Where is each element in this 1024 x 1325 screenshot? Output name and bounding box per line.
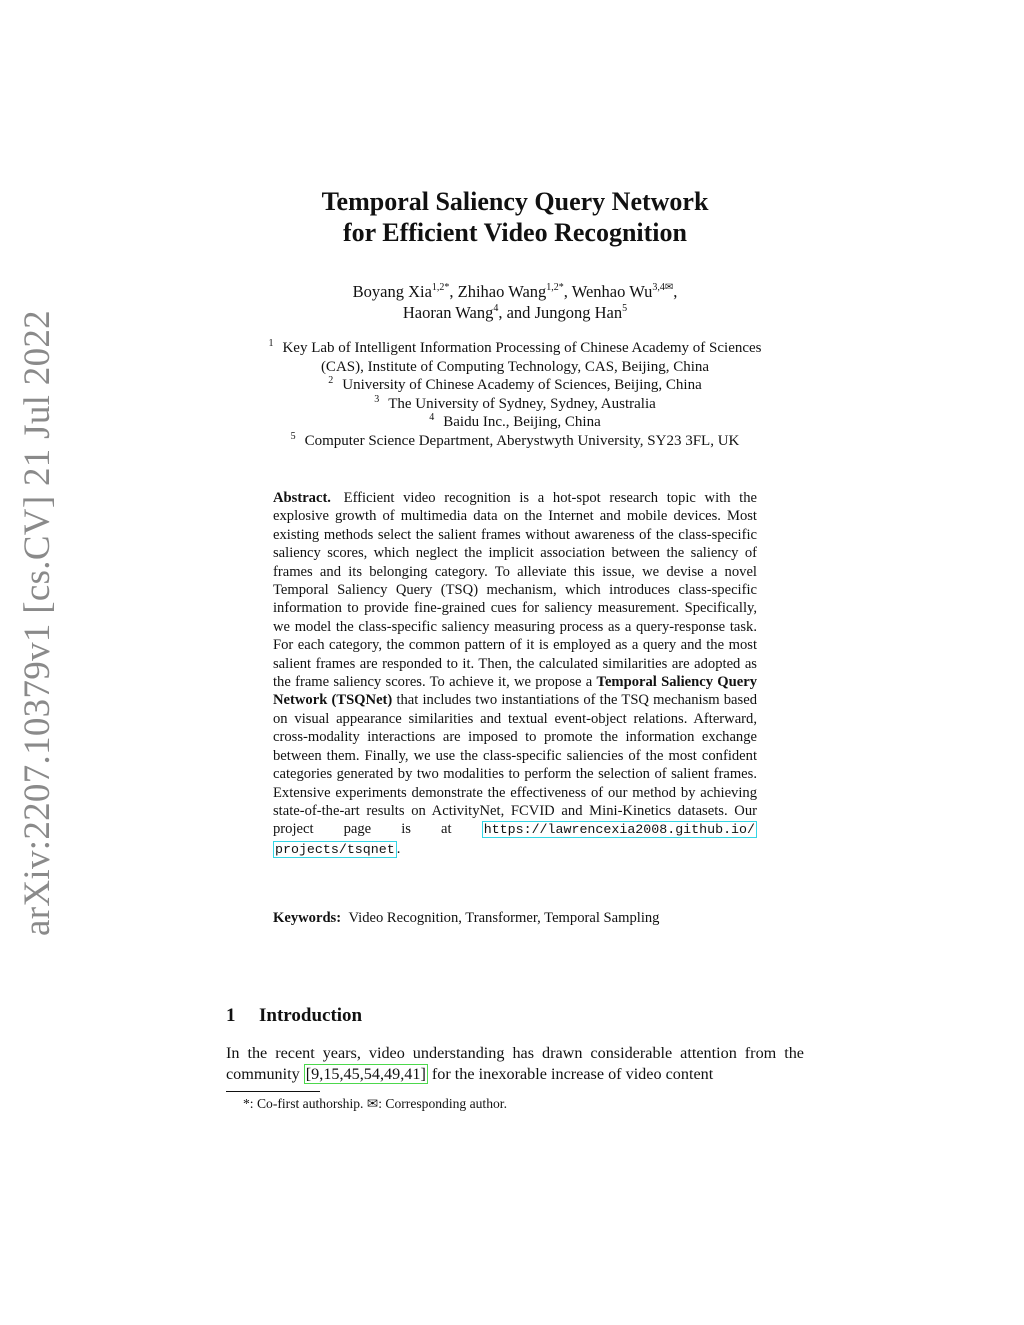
author-affiliation-marker: 4	[493, 303, 499, 314]
author-name: Boyang Xia	[352, 282, 432, 301]
section-number: 1	[226, 1005, 236, 1026]
title-line-2: for Efficient Video Recognition	[343, 218, 687, 247]
affiliation-item: $^2$ University of Chinese Academy of Sciences, Beijing, China	[328, 375, 702, 393]
author-name: Wenhao Wu	[571, 282, 653, 301]
abstract-text: Efficient video recognition is a hot-spot research topic with the explosive growth of multimedia data on the Internet and mobile devices. Most existing methods select the salient frames without awareness of the class-specific saliency scores, which neglect the implicit association between the saliency of frames and its belonging category. To alleviate this issue, we devise a novel Temporal Saliency Query (TSQ) mechanism, which introduces class-specific information to provide fine-grained cues for saliency measurement. Specifically, we model the class-specific saliency measuring process as a query-response task. For each category, the common pattern of it is employed as a query and the most salient frames are responded to it. Then, the calculated similarities are adopted as the frame saliency scores. To achieve it, we propose a	[273, 490, 757, 691]
keywords-label: Keywords:	[273, 910, 342, 926]
abstract: Abstract. Efficient video recognition is a hot-spot research topic with the explosive growth of multimedia data on the Internet and mobile devices. Most existing methods select the salient frames without awareness of the class-specific saliency scores, which neglect the implicit association between the saliency of frames and its belonging category. To alleviate this issue, we devise a novel Temporal Saliency Query (TSQ) mechanism, which introduces class-specific information to provide fine-grained cues for saliency measurement. Specifically, we model the class-specific saliency measuring process as a query-response task. For each category, the common pattern of it is employed as a query and the most salient frames are responded to it. Then, the calculated similarities are adopted as the frame saliency scores. To achieve it, we propose a Temporal Saliency Query Network (TSQNet) that includes two instantiations of the TSQ mechanism based on visual appearance similarities and textual event-object relations. Afterward, cross-modality interactions are imposed to promote the information exchange between them. Finally, we use the class-specific saliencies of the most confident categories generated by two modalities to perform the selection of salient frames. Extensive experiments demonstrate the effectiveness of our method by achieving state-of-the-art results on ActivityNet, FCVID and Mini-Kinetics datasets. Our project page is at https://lawrencexia2008.github.io/ projects/tsqnet .	[273, 490, 757, 857]
project-url-link[interactable]: https://lawrencexia2008.github.io/	[483, 822, 755, 838]
abstract-model-name: Temporal Saliency Query Network (TSQNet)	[273, 674, 757, 709]
abstract-label: Abstract.	[273, 490, 331, 506]
section-title: Introduction	[259, 1005, 363, 1026]
authors-line-1: Boyang Xia$^{1,2*}$, Zhihao Wang$^{1,2*}$, Wenhao $Wu^{3,4✉}$,	[352, 282, 678, 301]
affiliation-item: $^1$ Key Lab of Intelligent Information Processing of Chinese Academy of Sciences	[268, 338, 762, 356]
author-affiliation-marker: 1,2*	[546, 282, 564, 293]
author-name: Zhihao Wang	[457, 282, 547, 301]
arxiv-identifier: arXiv:2207.10379v1 [cs.CV] 21 Jul 2022	[17, 310, 58, 936]
author-affiliation-marker: 5	[622, 303, 628, 314]
author-affiliation-marker: 1,2*	[431, 282, 450, 293]
title-line-1: Temporal Saliency Query Network	[321, 187, 709, 216]
footnote: *: Co-first authorship. ✉: Corresponding author.	[243, 1096, 507, 1111]
author-name: Haoran Wang	[402, 303, 494, 322]
abstract-text: that includes two instantiations of the TSQ mechanism based on visual appearance similarities and textual event-object relations. Afterward, cross-modality interactions are imposed to promote the information exchange between them. Finally, we use the class-specific saliencies of the most confident categories generated by two modalities to perform the selection of salient frames. Extensive experiments demonstrate the effectiveness of our method by achieving state-of-the-art results on ActivityNet, FCVID and Mini-Kinetics datasets. Our project page is at	[273, 692, 757, 838]
author-affiliation-marker: 3,4✉	[652, 282, 674, 293]
authors-line-2: Haoran Wang$^4$, and Jungong Han$^5$	[402, 303, 628, 322]
affiliation-item: $^5$ Computer Science Department, Aberystwyth University, SY23 3FL, UK	[290, 430, 740, 449]
affiliation-item: $^3$ The University of Sydney, Sydney, Australia	[374, 393, 656, 412]
project-url-link[interactable]: projects/tsqnet	[275, 841, 395, 857]
citation-link[interactable]: [9,15,45,54,49,41]	[305, 1064, 426, 1083]
author-name: Jungong Han	[534, 303, 623, 322]
keywords-text: Video Recognition, Transformer, Temporal Sampling	[348, 910, 660, 926]
affiliation-item: (CAS), Institute of Computing Technology, CAS, Beijing, China	[320, 358, 710, 375]
footnote-rule	[226, 1091, 320, 1092]
affiliation-item: $^4$ Baidu Inc., Beijing, China	[429, 412, 601, 430]
paper-title	[200, 186, 830, 248]
section-heading	[226, 1004, 362, 1028]
intro-paragraph: In the recent years, video understanding has drawn considerable attention from the community [9,15,45,54,49,41] for the inexorable increase of video content	[226, 1044, 804, 1083]
affiliation-list	[180, 339, 850, 450]
keywords	[273, 909, 757, 927]
author-list	[200, 281, 830, 323]
